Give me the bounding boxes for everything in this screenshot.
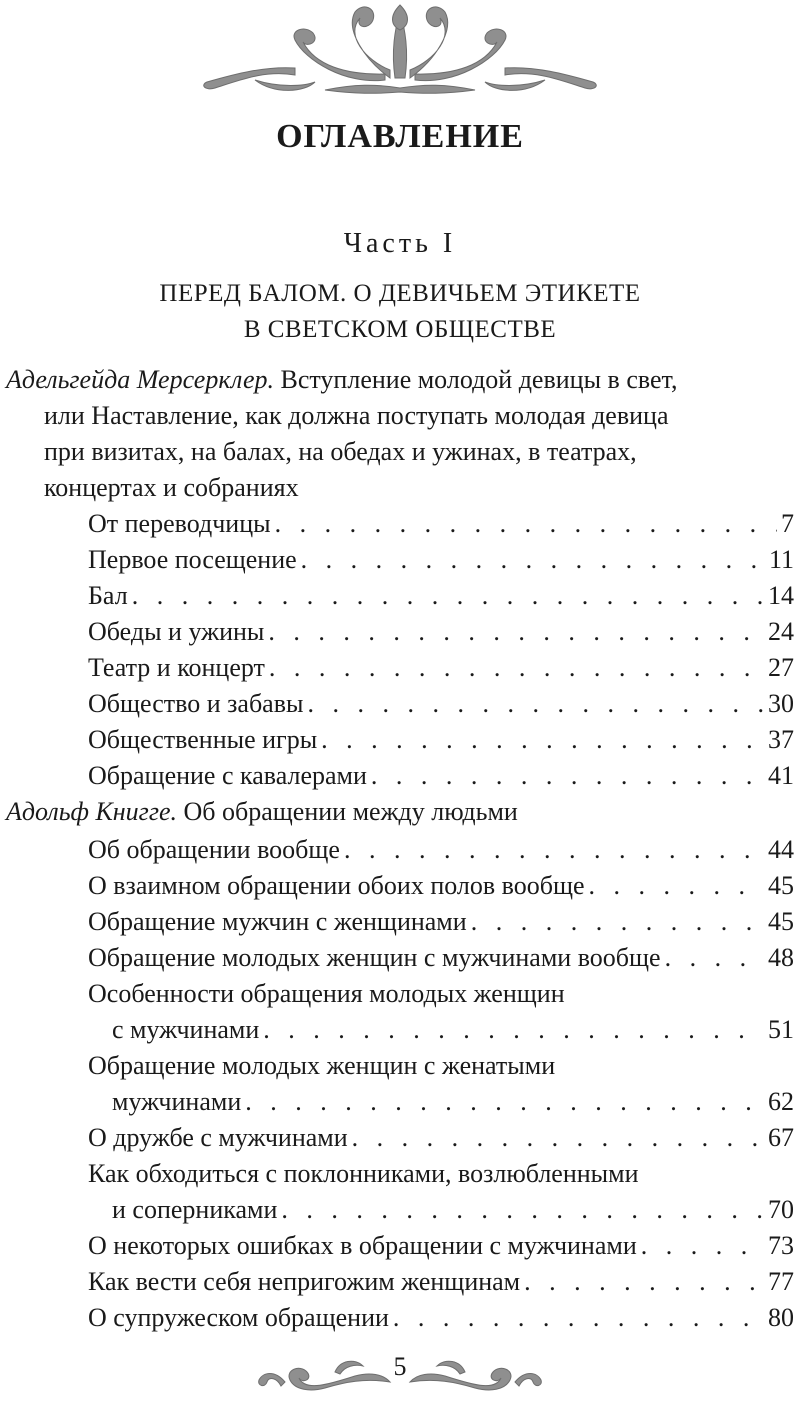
toc-entry-page: 51 xyxy=(768,1015,794,1044)
toc-entry-page: 7 xyxy=(781,509,794,538)
toc-entry-title: Обеды и ужины xyxy=(88,617,265,646)
page-title: ОГЛАВЛЕНИЕ xyxy=(276,118,524,155)
toc-entry[interactable] xyxy=(88,1228,794,1264)
toc-entry[interactable] xyxy=(88,686,794,722)
toc-entry-title: О некоторых ошибках в обращении с мужчинами xyxy=(88,1231,637,1260)
toc-entry[interactable] xyxy=(88,542,794,578)
toc-entry-title: Обращение молодых женщин с мужчинами вообще xyxy=(88,943,661,972)
toc-entry[interactable] xyxy=(88,904,794,940)
leader-dots xyxy=(393,1300,764,1336)
toc-entry-page: 27 xyxy=(768,653,794,682)
toc-entry-title: О взаимном обращении обоих полов вообще xyxy=(88,871,585,900)
work-title-cont: концертах и собраниях xyxy=(44,473,299,502)
work-title-cont: или Наставление, как должна поступать молодая девица xyxy=(44,401,669,430)
toc-entry-page: 77 xyxy=(768,1267,794,1296)
toc-entry-title: О супружеском обращении xyxy=(88,1303,389,1332)
toc-entry-page: 45 xyxy=(768,907,794,936)
work-title: Об обращении между людьми xyxy=(177,797,518,826)
toc-entry-title: О дружбе с мужчинами xyxy=(88,1123,348,1152)
top-ornament-icon xyxy=(195,0,605,100)
toc-entry[interactable] xyxy=(88,1300,794,1336)
toc-entry-title-cont: мужчинами xyxy=(112,1087,242,1116)
leader-dots xyxy=(641,1228,764,1264)
toc-entry-title: Первое посещение xyxy=(88,545,297,574)
toc-entry[interactable] xyxy=(88,940,794,976)
toc-entry-page: 62 xyxy=(768,1087,794,1116)
toc-entry-page: 80 xyxy=(768,1303,794,1332)
work-title: Вступление молодой девицы в свет, xyxy=(274,365,678,394)
toc-entry[interactable] xyxy=(88,722,794,758)
toc-entry-title: Обращение с кавалерами xyxy=(88,761,367,790)
leader-dots xyxy=(263,1012,764,1048)
toc-entry-page: 70 xyxy=(768,1195,794,1224)
leader-dots xyxy=(301,542,765,578)
toc-entry-title: Общественные игры xyxy=(88,725,318,754)
toc-entry-title: Общество и забавы xyxy=(88,689,304,718)
toc-entry-page: 67 xyxy=(768,1123,794,1152)
leader-dots xyxy=(589,868,764,904)
toc-entry-page: 45 xyxy=(768,871,794,900)
toc-entry[interactable] xyxy=(88,650,794,686)
toc-entry[interactable] xyxy=(88,758,794,794)
toc-entry-title: Обращение мужчин с женщинами xyxy=(88,907,467,936)
leader-dots xyxy=(268,614,764,650)
toc-entry-page: 73 xyxy=(768,1231,794,1260)
toc-entry[interactable] xyxy=(112,1084,794,1120)
leader-dots xyxy=(321,722,764,758)
toc-entry-page: 30 xyxy=(768,689,794,718)
toc-entry[interactable] xyxy=(88,614,794,650)
leader-dots xyxy=(371,758,764,794)
toc-entry-title[interactable]: Как обходиться с поклонниками, возлюбленными xyxy=(88,1159,639,1188)
toc-entry-title-cont: с мужчинами xyxy=(112,1015,260,1044)
part-heading: Часть I xyxy=(343,228,457,259)
toc-entry-page: 37 xyxy=(768,725,794,754)
work-title-cont: при визитах, на балах, на обедах и ужинах, в театрах, xyxy=(44,437,637,466)
toc-entry-title[interactable]: Обращение молодых женщин с женатыми xyxy=(88,1051,556,1080)
author-intro-1 xyxy=(6,362,796,506)
toc-entry-page: 14 xyxy=(768,581,794,610)
leader-dots xyxy=(281,1192,764,1228)
leader-dots xyxy=(352,1120,764,1156)
leader-dots xyxy=(524,1264,764,1300)
author-name: Адельгейда Мерсерклер. xyxy=(6,365,275,394)
leader-dots xyxy=(471,904,764,940)
leader-dots xyxy=(344,832,764,868)
section-heading-line2: В СВЕТСКОМ ОБЩЕСТВЕ xyxy=(243,316,557,343)
toc-entry[interactable] xyxy=(112,1192,794,1228)
leader-dots xyxy=(275,506,777,542)
toc-entry-title: Как вести себя непригожим женщинам xyxy=(88,1267,521,1296)
leader-dots xyxy=(307,686,764,722)
toc-entry-title[interactable]: Особенности обращения молодых женщин xyxy=(88,979,565,1008)
toc-entry[interactable] xyxy=(88,578,794,614)
toc-entry[interactable] xyxy=(88,832,794,868)
leader-dots xyxy=(665,940,764,976)
toc-entry[interactable] xyxy=(88,1264,794,1300)
toc-entry[interactable] xyxy=(88,506,794,542)
toc-entry-title: Театр и концерт xyxy=(88,653,265,682)
leader-dots xyxy=(269,650,764,686)
toc-entry-title-cont: и соперниками xyxy=(112,1195,278,1224)
toc-entry-page: 48 xyxy=(768,943,794,972)
toc-entry-page: 44 xyxy=(768,835,794,864)
scroll-ornament-icon xyxy=(405,1352,545,1400)
section-heading-line1: ПЕРЕД БАЛОМ. О ДЕВИЧЬЕМ ЭТИКЕТЕ xyxy=(159,280,641,307)
author-intro-2 xyxy=(6,794,796,830)
leader-dots xyxy=(245,1084,764,1120)
page-number: 5 xyxy=(393,1352,407,1381)
toc-entry-page: 11 xyxy=(768,545,794,574)
toc-entry-title: Об обращении вообще xyxy=(88,835,340,864)
toc-entry-title: Бал xyxy=(88,581,128,610)
toc-entry[interactable] xyxy=(88,1120,794,1156)
leader-dots xyxy=(132,578,764,614)
toc-entry-title: От переводчицы xyxy=(88,509,271,538)
toc-entry-page: 24 xyxy=(768,617,794,646)
toc-entry[interactable] xyxy=(112,1012,794,1048)
toc-entry-page: 41 xyxy=(768,761,794,790)
toc-entry[interactable] xyxy=(88,868,794,904)
author-name: Адольф Книгге. xyxy=(6,797,178,826)
